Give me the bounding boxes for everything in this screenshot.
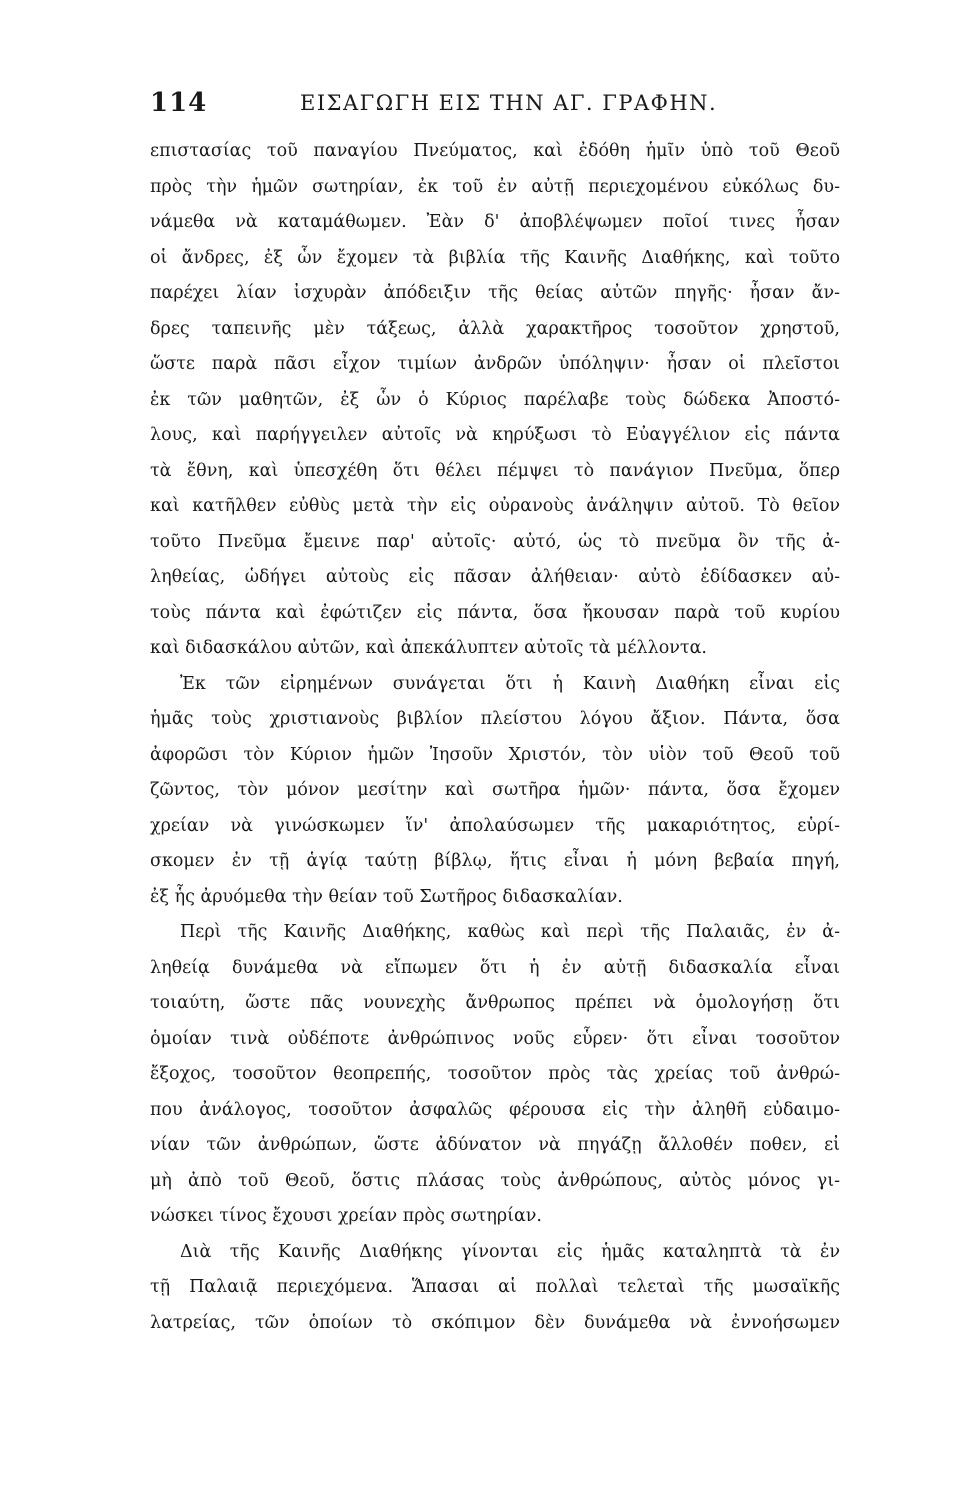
text-line: παρέχει λίαν ἰσχυρὰν ἀπόδειξιν τῆς θείας αὐτῶν πηγῆς· ἦσαν ἄν- xyxy=(150,283,840,303)
text-line: δρες ταπεινῆς μὲν τάξεως, ἀλλὰ χαρακτῆρος τοσοῦτον χρηστοῦ, xyxy=(150,318,840,339)
text-line: τὰ ἔθνη, καὶ ὑπεσχέθη ὅτι θέλει πέμψει τὸ πανάγιον Πνεῦμα, ὅπερ xyxy=(150,460,840,481)
text-line: τοιαύτη, ὥστε πᾶς νουνεχὴς ἄνθρωπος πρέπει νὰ ὁμολογήσῃ ὅτι xyxy=(150,993,840,1013)
text-line: καὶ κατῆλθεν εὐθὺς μετὰ τὴν εἰς οὐρανοὺς ἀνάληψιν αὐτοῦ. Τὸ θεῖον xyxy=(150,496,840,516)
text-line: ἐκ τῶν μαθητῶν, ἐξ ὧν ὁ Κύριος παρέλαβε τοὺς δώδεκα Ἀποστό- xyxy=(150,389,840,410)
paragraph-first-line: Διὰ τῆς Καινῆς Διαθήκης γίνονται εἰς ἡμᾶς καταληπτὰ τὰ ἐν xyxy=(180,1241,840,1262)
text-line: ἀφορῶσι τὸν Κύριον ἡμῶν Ἰησοῦν Χριστόν, τὸν υἱὸν τοῦ Θεοῦ τοῦ xyxy=(150,744,840,765)
text-line: που ἀνάλογος, τοσοῦτον ἀσφαλῶς φέρουσα εἰς τὴν ἀληθῆ εὐδαιμο- xyxy=(150,1099,840,1120)
text-line: πρὸς τὴν ἡμῶν σωτηρίαν, ἐκ τοῦ ἐν αὐτῇ περιεχομένου εὐκόλως δυ- xyxy=(150,176,840,197)
running-head xyxy=(150,88,840,128)
text-line: ληθείας, ὡδήγει αὐτοὺς εἰς πᾶσαν ἀλήθειαν· αὐτὸ ἐδίδασκεν αὐ- xyxy=(150,567,840,587)
text-line: επιστασίας τοῦ παναγίου Πνεύματος, καὶ ἐδόθη ἡμῖν ὑπὸ τοῦ Θεοῦ xyxy=(150,141,840,161)
text-line: μὴ ἀπὸ τοῦ Θεοῦ, ὅστις πλάσας τοὺς ἀνθρώπους, αὐτὸς μόνος γι- xyxy=(150,1170,840,1191)
paragraph-first-line: Περὶ τῆς Καινῆς Διαθήκης, καθὼς καὶ περὶ τῆς Παλαιᾶς, ἐν ἀ- xyxy=(180,922,840,942)
body-text xyxy=(150,134,840,1341)
text-line: τοῦτο Πνεῦμα ἔμεινε παρ' αὐτοῖς· αὐτό, ὡς τὸ πνεῦμα ὂν τῆς ἀ- xyxy=(150,531,840,552)
running-title: ΕΙΣΑΓΩΓΗ ΕΙΣ ΤΗΝ ΑΓ. ΓΡΑΦΗΝ. xyxy=(300,91,718,115)
paragraph-first-line: Ἐκ τῶν εἰρημένων συνάγεται ὅτι ἡ Καινὴ Διαθήκη εἶναι εἰς xyxy=(180,673,840,694)
text-line: ὥστε παρὰ πᾶσι εἶχον τιμίων ἀνδρῶν ὑπόληψιν· ἦσαν οἱ πλεῖστοι xyxy=(150,354,840,374)
text-line: νώσκει τίνος ἔχουσι χρείαν πρὸς σωτηρίαν. xyxy=(150,1206,542,1226)
text-line: καὶ διδασκάλου αὐτῶν, καὶ ἀπεκάλυπτεν αὐτοῖς τὰ μέλλοντα. xyxy=(150,638,707,658)
text-line: χρείαν νὰ γινώσκωμεν ἵν' ἀπολαύσωμεν τῆς μακαριότητος, εὑρί- xyxy=(150,815,840,836)
text-line: νάμεθα νὰ καταμάθωμεν. Ἐὰν δ' ἀποβλέψωμεν ποῖοί τινες ἦσαν xyxy=(150,212,840,232)
text-line: ἔξοχος, τοσοῦτον θεοπρεπής, τοσοῦτον πρὸς τὰς χρείας τοῦ ἀνθρώ- xyxy=(150,1064,840,1084)
text-line: νίαν τῶν ἀνθρώπων, ὥστε ἀδύνατον νὰ πηγάζῃ ἄλλοθέν ποθεν, εἰ xyxy=(150,1135,840,1155)
text-line: ζῶντος, τὸν μόνον μεσίτην καὶ σωτῆρα ἡμῶν· πάντα, ὅσα ἔχομεν xyxy=(150,780,840,800)
text-line: τῇ Παλαιᾷ περιεχόμενα. Ἅπασαι αἱ πολλαὶ τελεταὶ τῆς μωσαϊκῆς xyxy=(150,1277,840,1297)
text-line: λους, καὶ παρήγγειλεν αὐτοῖς νὰ κηρύξωσι τὸ Εὐαγγέλιον εἰς πάντα xyxy=(150,425,840,445)
text-line: τοὺς πάντα καὶ ἐφώτιζεν εἰς πάντα, ὅσα ἤκουσαν παρὰ τοῦ κυρίου xyxy=(150,602,840,623)
text-line: λατρείας, τῶν ὁποίων τὸ σκόπιμον δὲν δυνάμεθα νὰ ἐννοήσωμεν xyxy=(150,1312,840,1333)
text-line: ὁμοίαν τινὰ οὐδέποτε ἀνθρώπινος νοῦς εὗρεν· ὅτι εἶναι τοσοῦτον xyxy=(150,1028,840,1049)
text-line: οἱ ἄνδρες, ἐξ ὧν ἔχομεν τὰ βιβλία τῆς Καινῆς Διαθήκης, καὶ τοῦτο xyxy=(150,247,840,268)
text-line: ἡμᾶς τοὺς χριστιανοὺς βιβλίον πλείστου λόγου ἄξιον. Πάντα, ὅσα xyxy=(150,709,840,729)
text-line: ληθείᾳ δυνάμεθα νὰ εἴπωμεν ὅτι ἡ ἐν αὐτῇ διδασκαλία εἶναι xyxy=(150,957,840,978)
text-line: ἐξ ἧς ἀρυόμεθα τὴν θείαν τοῦ Σωτῆρος διδασκαλίαν. xyxy=(150,886,623,907)
page-number: 114 xyxy=(150,88,208,118)
text-line: σκομεν ἐν τῇ ἁγίᾳ ταύτῃ βίβλῳ, ἥτις εἶναι ἡ μόνη βεβαία πηγή, xyxy=(150,851,840,871)
